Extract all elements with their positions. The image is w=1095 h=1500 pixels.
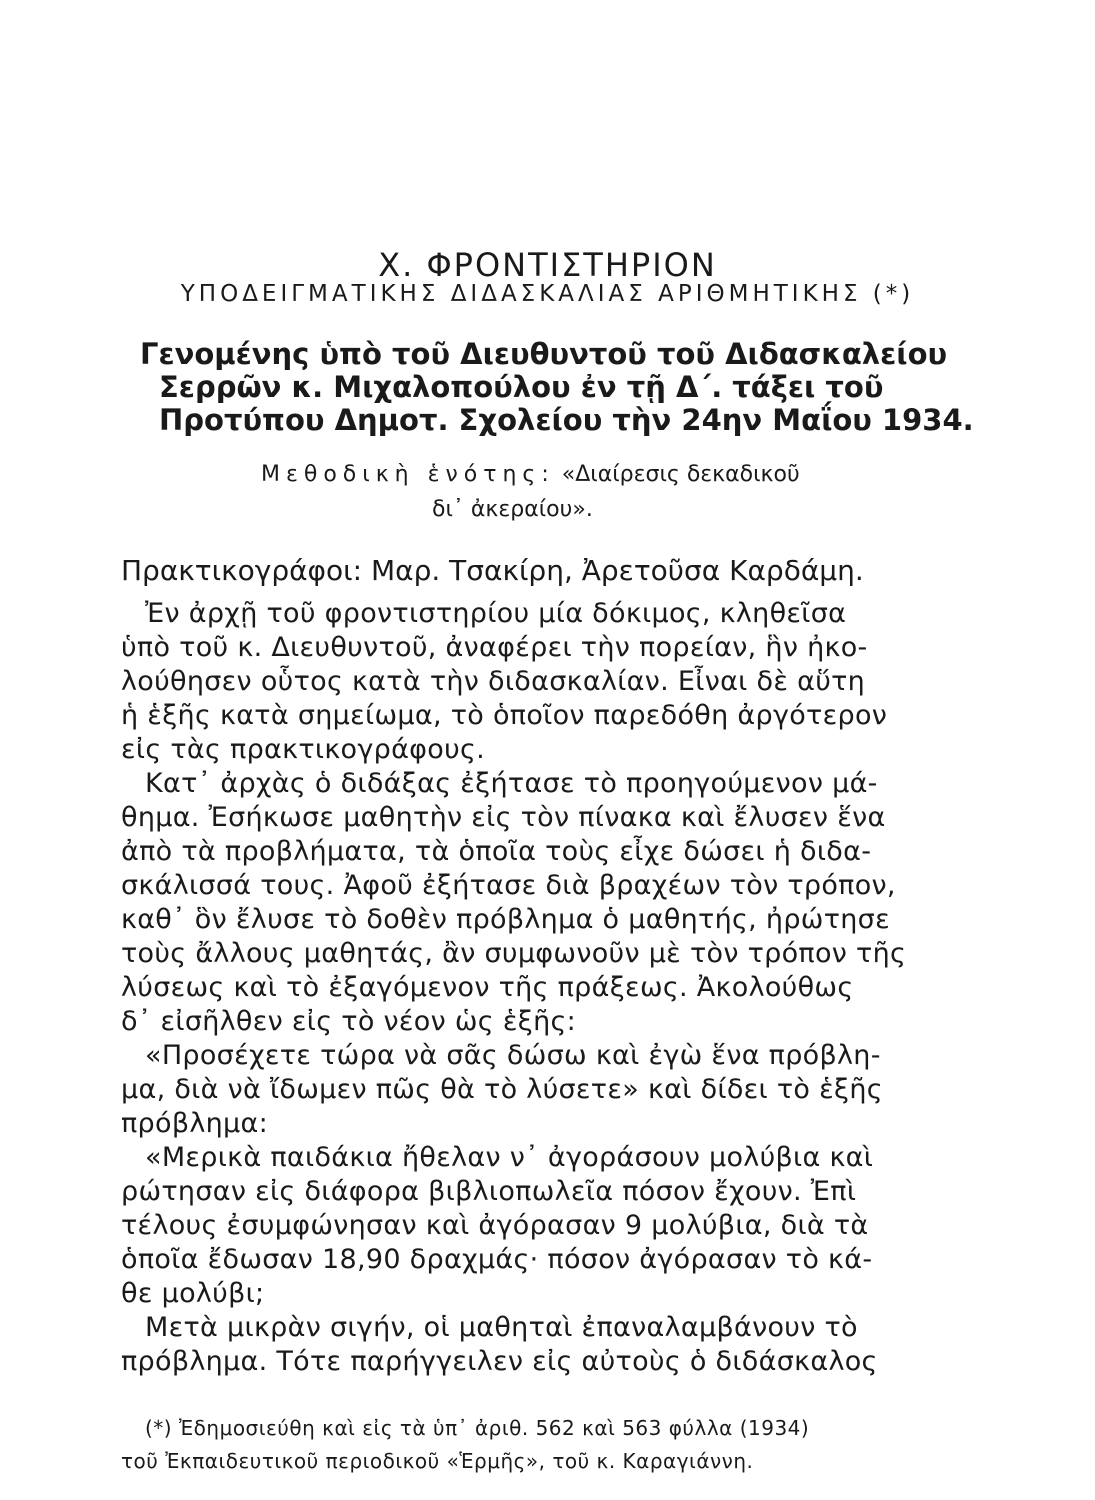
footnote-line: (*) Ἐδημοσιεύθη καὶ εἰς τὰ ὑπ᾽ ἀριθ. 562 καὶ 563 φύλλα (1934) xyxy=(145,1416,810,1440)
body-line: πρόβλημα. Τότε παρήγγειλεν εἰς αὐτοὺς ὁ διδάσκαλος xyxy=(121,1346,878,1377)
body-line: λύσεως καὶ τὸ ἐξαγόμενον τῆς πράξεως. Ἀκολούθως xyxy=(121,972,854,1003)
body-line: ὑπὸ τοῦ κ. Διευθυντοῦ, ἀναφέρει τὴν πορείαν, ἣν ἠκο- xyxy=(121,632,868,663)
body-line: δ᾽ εἰσῆλθεν εἰς τὸ νέον ὡς ἑξῆς: xyxy=(121,1006,577,1037)
body-line: τοὺς ἄλλους μαθητάς, ἂν συμφωνοῦν μὲ τὸν τρόπον τῆς xyxy=(121,938,907,969)
body-line: ρώτησαν εἰς διάφορα βιβλιοπωλεῖα πόσον ἔχουν. Ἐπὶ xyxy=(121,1176,857,1207)
body-line: μα, διὰ νὰ ἴδωμεν πῶς θὰ τὸ λύσετε» καὶ δίδει τὸ ἑξῆς xyxy=(121,1074,883,1105)
body-line: θημα. Ἐσήκωσε μαθητὴν εἰς τὸν πίνακα καὶ ἔλυσεν ἕνα xyxy=(121,802,886,833)
section-title: Χ. ΦΡΟΝΤΙΣΤΗΡΙΟΝ xyxy=(378,246,717,284)
method-unit-topic-cont: δι᾽ ἀκεραίου». xyxy=(432,497,593,522)
section-subtitle: ΥΠΟΔΕΙΓΜΑΤΙΚΗΣ ΔΙΔΑΣΚΑΛΙΑΣ ΑΡΙΘΜΗΤΙΚΗΣ (*) xyxy=(180,281,915,307)
intro-line: Προτύπου Δημοτ. Σχολείου τὴν 24ην Μαΐου 1934. xyxy=(159,403,974,437)
body-line: «Μερικὰ παιδάκια ἤθελαν ν᾽ ἀγοράσουν μολύβια καὶ xyxy=(145,1142,874,1173)
body-line: πρόβλημα: xyxy=(121,1108,269,1139)
method-unit-label: Μεθοδικὴ ἑνότης: xyxy=(261,462,555,487)
scribes-line: Πρακτικογράφοι: Μαρ. Τσακίρη, Ἀρετοῦσα Καρδάμη. xyxy=(121,554,864,587)
intro-line: Γενομένης ὑπὸ τοῦ Διευθυντοῦ τοῦ Διδασκαλείου xyxy=(140,337,948,371)
body-line: εἰς τὰς πρακτικογράφους. xyxy=(121,734,486,765)
body-line: Ἐν ἀρχῇ τοῦ φροντιστηρίου μία δόκιμος, κληθεῖσα xyxy=(145,598,847,629)
method-unit-topic: «Διαίρεσις δεκαδικοῦ xyxy=(561,462,800,487)
method-unit xyxy=(261,462,800,487)
footnote-line: τοῦ Ἐκπαιδευτικοῦ περιοδικοῦ «Ἑρμῆς», τοῦ κ. Καραγιάννη. xyxy=(121,1449,754,1473)
body-line: ἀπὸ τὰ προβλήματα, τὰ ὁποῖα τοὺς εἶχε δώσει ἡ διδα- xyxy=(121,836,872,867)
body-line: Μετὰ μικρὰν σιγήν, οἱ μαθηταὶ ἐπαναλαμβάνουν τὸ xyxy=(145,1312,858,1343)
body-line: σκάλισσά τους. Ἀφοῦ ἐξήτασε διὰ βραχέων τὸν τρόπον, xyxy=(121,870,896,901)
body-line: καθ᾽ ὃν ἔλυσε τὸ δοθὲν πρόβλημα ὁ μαθητής, ἠρώτησε xyxy=(121,904,890,935)
body-line: θε μολύβι; xyxy=(121,1278,265,1309)
intro-line: Σερρῶν κ. Μιχαλοπούλου ἐν τῇ Δ΄. τάξει τοῦ xyxy=(159,370,884,404)
body-line: ἡ ἑξῆς κατὰ σημείωμα, τὸ ὁποῖον παρεδόθη ἀργότερον xyxy=(121,700,888,731)
body-line: Κατ᾽ ἀρχὰς ὁ διδάξας ἐξήτασε τὸ προηγούμενον μά- xyxy=(145,768,878,799)
body-line: ὁποῖα ἔδωσαν 18,90 δραχμάς· πόσον ἀγόρασαν τὸ κά- xyxy=(121,1244,873,1275)
body-line: λούθησεν οὗτος κατὰ τὴν διδασκαλίαν. Εἶναι δὲ αὕτη xyxy=(121,666,866,697)
body-line: τέλους ἐσυμφώνησαν καὶ ἀγόρασαν 9 μολύβια, διὰ τὰ xyxy=(121,1210,869,1241)
body-line: «Προσέχετε τώρα νὰ σᾶς δώσω καὶ ἐγὼ ἕνα πρόβλη- xyxy=(145,1040,881,1071)
